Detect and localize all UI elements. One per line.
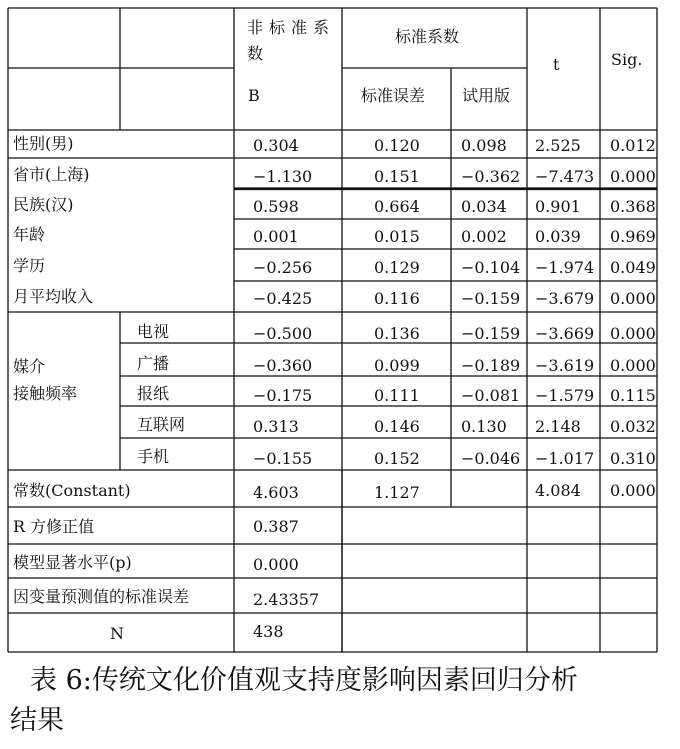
header-sig: Sig. [611, 50, 643, 69]
caption-line1: 表 6:传统文化价值观支持度影响因素回归分析 [30, 665, 578, 696]
media-row-beta: −0.159 [461, 324, 521, 343]
row-sig: 0.012 [610, 136, 656, 155]
row-t: −1.974 [535, 258, 595, 277]
media-row-beta: −0.189 [461, 356, 521, 375]
row-label: 省市(上海) [13, 165, 90, 184]
media-row-b: −0.175 [253, 386, 313, 405]
row-sig: 0.000 [610, 289, 656, 308]
row-se: 0.120 [374, 136, 420, 155]
row-t: 0.039 [535, 227, 581, 246]
row-sig: 0.000 [610, 167, 656, 186]
header-std: 标准系数 [395, 27, 460, 46]
row-beta: −0.159 [461, 289, 521, 308]
row-b: 0.598 [253, 197, 299, 216]
row-beta: 0.034 [461, 197, 507, 216]
footer-value-se: 2.43357 [253, 590, 320, 609]
row-sig: 0.049 [610, 258, 656, 277]
media-row-se: 0.111 [374, 386, 420, 405]
media-row-sig: 0.310 [610, 449, 656, 468]
media-row-b: −0.360 [253, 356, 313, 375]
row-se: 0.015 [374, 227, 420, 246]
media-row-label: 报纸 [137, 384, 170, 403]
row-t: 0.901 [535, 197, 581, 216]
media-row-label: 广播 [137, 354, 170, 373]
row-b: −0.425 [253, 289, 313, 308]
media-row-se: 0.099 [374, 356, 420, 375]
header-t: t [553, 55, 560, 74]
media-row-sig: 0.115 [610, 386, 656, 405]
constant-t: 4.084 [535, 481, 581, 500]
media-row-beta: −0.081 [461, 386, 521, 405]
row-t: −3.679 [535, 289, 595, 308]
media-row-se: 0.136 [374, 324, 420, 343]
media-row-b: 0.313 [253, 417, 299, 436]
media-group-label-2: 接触频率 [13, 384, 78, 403]
row-beta: −0.362 [461, 167, 521, 186]
row-se: 0.129 [374, 258, 420, 277]
footer-label-p: 模型显著水平(p) [13, 553, 132, 572]
media-row-sig: 0.000 [610, 324, 656, 343]
footer-label-r2: R 方修正值 [13, 517, 95, 536]
row-se: 0.151 [374, 167, 420, 186]
row-beta: 0.002 [461, 227, 507, 246]
header-unstd-line2: 数 [247, 44, 264, 63]
media-row-t: −1.017 [535, 449, 595, 468]
row-b: −1.130 [253, 167, 313, 186]
row-label: 性别(男) [13, 134, 74, 153]
row-sig: 0.969 [610, 227, 656, 246]
media-row-t: −3.619 [535, 356, 595, 375]
row-label: 年龄 [13, 225, 46, 244]
footer-value-n: 438 [253, 622, 284, 641]
row-sig: 0.368 [610, 197, 656, 216]
header-unstd-line1: 非标准系 [247, 18, 336, 37]
media-row-label: 电视 [137, 322, 170, 341]
constant-sig: 0.000 [610, 481, 656, 500]
footer-label-se: 因变量预测值的标准误差 [13, 587, 190, 606]
header-trial: 试用版 [462, 86, 511, 105]
media-row-t: −1.579 [535, 386, 595, 405]
row-beta: 0.098 [461, 136, 507, 155]
constant-se: 1.127 [374, 483, 420, 502]
constant-b: 4.603 [253, 483, 299, 502]
row-label: 学历 [13, 256, 46, 275]
media-row-beta: −0.046 [461, 449, 521, 468]
row-se: 0.116 [374, 289, 420, 308]
media-row-b: −0.500 [253, 324, 313, 343]
media-row-label: 手机 [137, 447, 170, 466]
row-b: −0.256 [253, 258, 313, 277]
header-b: B [248, 86, 260, 105]
media-row-label: 互联网 [137, 415, 186, 434]
media-row-beta: 0.130 [461, 417, 507, 436]
media-row-se: 0.152 [374, 449, 420, 468]
row-beta: −0.104 [461, 258, 521, 277]
footer-value-p: 0.000 [253, 555, 299, 574]
row-b: 0.304 [253, 136, 299, 155]
row-label: 月平均收入 [13, 287, 94, 306]
media-row-se: 0.146 [374, 417, 420, 436]
constant-label: 常数(Constant) [13, 481, 131, 500]
caption-line2: 结果 [10, 705, 64, 736]
header-se: 标准误差 [361, 86, 426, 105]
row-b: 0.001 [253, 227, 299, 246]
footer-label-n: N [110, 624, 124, 643]
media-row-sig: 0.000 [610, 356, 656, 375]
row-t: −7.473 [535, 167, 595, 186]
media-row-sig: 0.032 [610, 417, 656, 436]
row-t: 2.525 [535, 136, 581, 155]
media-row-b: −0.155 [253, 449, 313, 468]
media-row-t: −3.669 [535, 324, 595, 343]
media-row-t: 2.148 [535, 417, 581, 436]
media-group-label-1: 媒介 [13, 357, 46, 376]
row-label: 民族(汉) [13, 195, 74, 214]
row-se: 0.664 [374, 197, 420, 216]
footer-value-r2: 0.387 [253, 517, 299, 536]
